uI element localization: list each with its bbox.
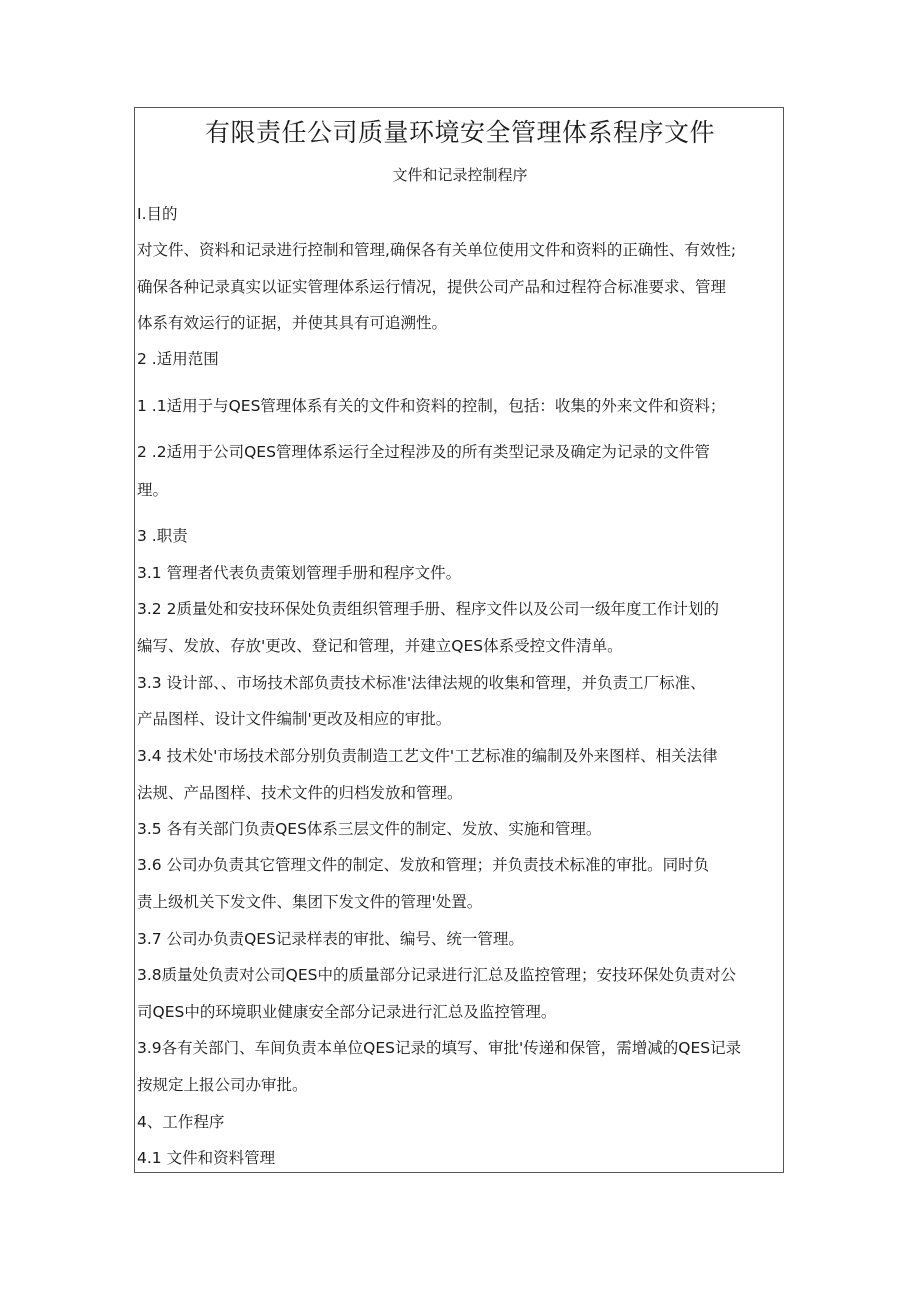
text-line: 确保各种记录真实以证实管理体系运行情况，提供公司产品和过程符合标准要求、管理 bbox=[137, 278, 727, 296]
section-heading: 2 .适用范围 bbox=[137, 350, 219, 368]
text-line: 编写、发放、存放'更改、登记和管理，并建立QES体系受控文件清单。 bbox=[137, 637, 623, 655]
text-line: 3.1 管理者代表负责策划管理手册和程序文件。 bbox=[137, 564, 462, 582]
text-line: 体系有效运行的证据，并使其具有可追溯性。 bbox=[137, 314, 448, 332]
text-line: 理。 bbox=[137, 481, 169, 499]
text-line: 3.9各有关部门、车间负责本单位QES记录的填写、审批'传递和保管，需增减的QES记录 bbox=[137, 1039, 742, 1057]
document-subtitle: 文件和记录控制程序 bbox=[392, 166, 528, 184]
section-heading: 3 .职责 bbox=[137, 527, 188, 545]
text-line: 法规、产品图样、技术文件的归档发放和管理。 bbox=[137, 784, 463, 802]
text-line: 3.7 公司办负责QES记录样表的审批、编号、统一管理。 bbox=[137, 930, 524, 948]
text-line: 3.2 2质量处和安技环保处负责组织管理手册、程序文件以及公司一级年度工作计划的 bbox=[137, 600, 719, 618]
text-line: 产品图样、设计文件编制'更改及相应的审批。 bbox=[137, 710, 452, 728]
text-line: 3.6 公司办负责其它管理文件的制定、发放和管理；并负责技术标准的审批。同时负 bbox=[137, 856, 710, 874]
text-line: 按规定上报公司办审批。 bbox=[137, 1076, 308, 1094]
text-line: 2 .2适用于公司QES管理体系运行全过程涉及的所有类型记录及确定为记录的文件管 bbox=[137, 443, 710, 461]
text-line: 1 .1适用于与QES管理体系有关的文件和资料的控制，包括：收集的外来文件和资料； bbox=[137, 397, 726, 415]
text-line: 3.5 各有关部门负责QES体系三层文件的制定、发放、实施和管理。 bbox=[137, 820, 602, 838]
text-line: 3.3 设计部、、市场技术部负责技术标准'法律法规的收集和管理，并负责工厂标准、 bbox=[137, 674, 706, 692]
section-heading: 4、工作程序 bbox=[137, 1113, 225, 1131]
text-line: 责上级机关下发文件、集团下发文件的管理'处置。 bbox=[137, 893, 483, 911]
text-line: 司QES中的环境职业健康安全部分记录进行汇总及监控管理。 bbox=[137, 1003, 557, 1021]
text-line: 3.4 技术处'市场技术部分别负责制造工艺文件'工艺标准的编制及外来图样、相关法律 bbox=[137, 747, 718, 765]
text-line: 4.1 文件和资料管理 bbox=[137, 1149, 276, 1167]
text-line: 对文件、资料和记录进行控制和管理,确保各有关单位使用文件和资料的正确性、有效性; bbox=[137, 241, 737, 259]
section-heading: I.目的 bbox=[137, 205, 178, 223]
document-title: 有限责任公司质量环境安全管理体系程序文件 bbox=[204, 118, 715, 147]
text-line: 3.8质量处负责对公司QES中的质量部分记录进行汇总及监控管理；安技环保处负责对公 bbox=[137, 966, 736, 984]
